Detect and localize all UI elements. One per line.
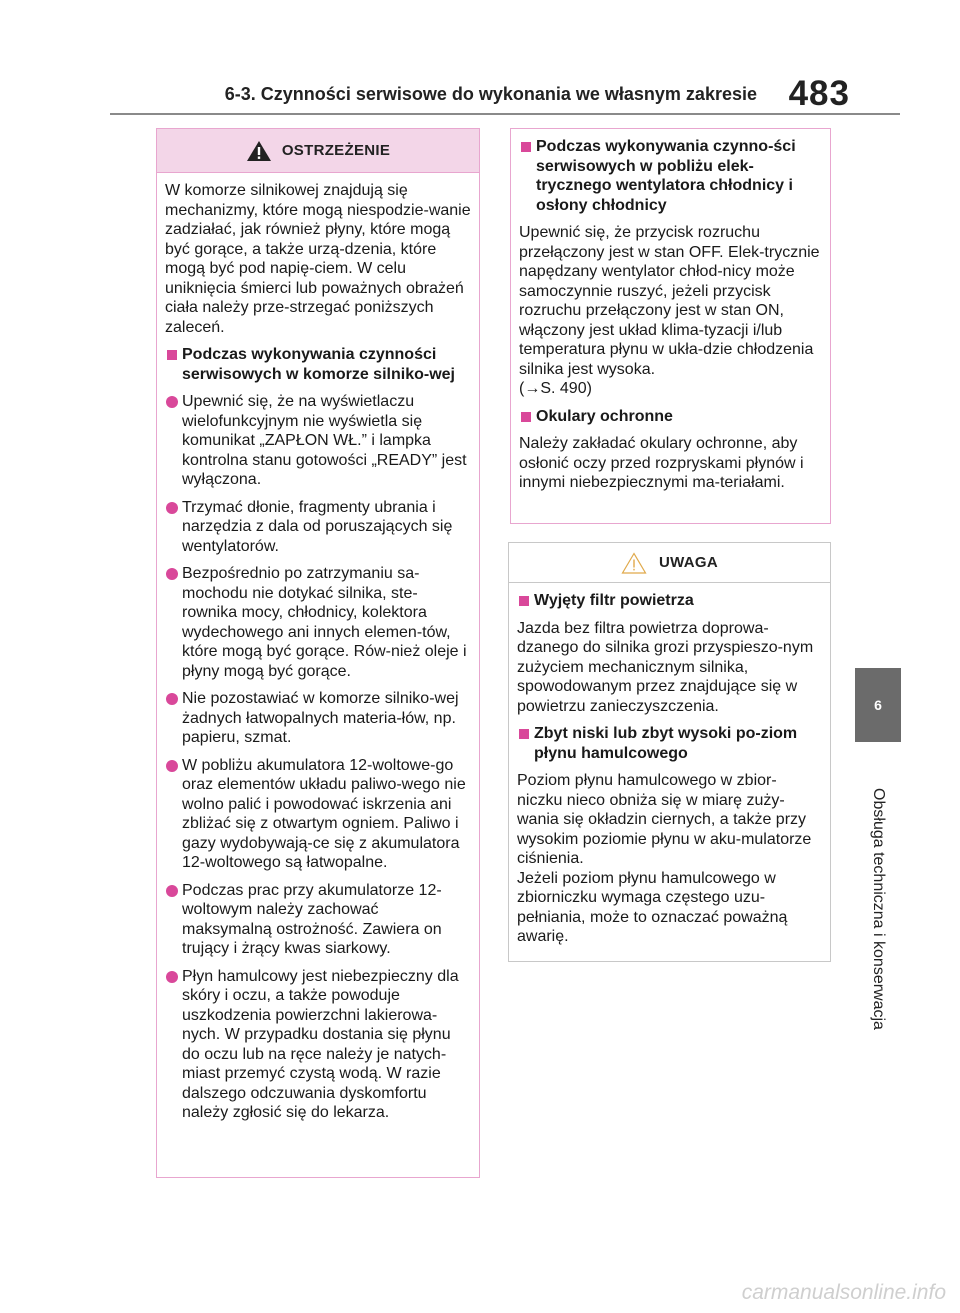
- goggles-section-text: Należy zakładać okulary ochronne, aby osłonić oczy przed rozpryskami płynów i innymi niebezpiecznymi ma-teriałami.: [519, 435, 804, 491]
- warning-box: [156, 128, 480, 1178]
- page-number: 483: [788, 74, 850, 113]
- list-item: Trzymać dłonie, fragmenty ubrania i narzędzia z dala od poruszających się wentylatorów.: [165, 498, 471, 557]
- brake-fluid-text: Poziom płynu hamulcowego w zbior-niczku nieco obniża się w miarę zuży-wania się okładzin ciernych, a także przy wysokim poziomie płynu w aku-mulatorze ciśnienia. Jeżeli poziom płynu hamulcowego w zbiorniczku wymaga częstego uzu-pełniania, może to oznaczać poważną awarię.: [517, 772, 812, 945]
- bullet-dot-icon: [166, 885, 178, 897]
- caution-header: [509, 543, 830, 583]
- warning-triangle-filled-icon: [246, 140, 272, 162]
- fan-section-heading: Podczas wykonywania czynno-ści serwisowych w pobliżu elek-trycznego wentylatora chłodnicy i osłony chłodnicy: [519, 137, 822, 215]
- bullet-dot-icon: [166, 396, 178, 408]
- caution-content: [509, 583, 830, 947]
- chapter-number: 6: [874, 697, 882, 713]
- list-item: Nie pozostawiać w komorze silniko-wej żadnych łatwopalnych materia-łów, np. papieru, szmat.: [165, 689, 471, 748]
- bullet-dot-icon: [166, 693, 178, 705]
- bullet-dot-icon: [166, 568, 178, 580]
- bullet-dot-icon: [166, 971, 178, 983]
- bullet-dot-icon: [166, 502, 178, 514]
- square-bullet-icon: [521, 142, 531, 152]
- list-item: Upewnić się, że na wyświetlaczu wielofunkcyjnym nie wyświetla się komunikat „ZAPŁON WŁ.” i lampka kontrolna stanu gotowości „READY” jest wyłączona.: [165, 392, 471, 490]
- list-item: Podczas prac przy akumulatorze 12-woltowym należy zachować maksymalną ostrożność. Zawiera on trujący i żrący kwas siarkowy.: [165, 881, 471, 959]
- chapter-title: Obsługa techniczna i konserwacja: [870, 788, 887, 1030]
- watermark: carmanualsonline.info: [741, 1281, 946, 1304]
- section-title: 6-3. Czynności serwisowe do wykonania we własnym zakresie: [224, 84, 757, 104]
- air-filter-text: Jazda bez filtra powietrza doprowa-dzanego do silnika grozi przyspieszo-nym zużyciem mechanicznym silnika, spowodowanym przez znajdujące się w powietrzu zanieczyszczenia.: [517, 619, 814, 715]
- list-item: Bezpośrednio po zatrzymaniu sa-mochodu nie dotykać silnika, ste-rownika mocy, chłodnicy, kolektora wydechowego ani innych elemen-tów, które mogą być gorące. Rów-nież oleje i płyny mogą być gorące.: [165, 564, 471, 681]
- header-divider: [110, 113, 900, 115]
- warning-intro: W komorze silnikowej znajdują się mechanizmy, które mogą niespodzie-wanie zadziałać, jak również płyny, które mogą być gorące, a także urzą-dzenia, które mogą być pod napię-ciem. W celu uniknięcia śmierci lub poważnych obrażeń ciała należy prze-strzegać poniższych zaleceń.: [165, 182, 471, 336]
- caution-title: UWAGA: [659, 554, 718, 571]
- warning-continuation-box: [510, 128, 831, 524]
- chapter-tab[interactable]: [855, 668, 901, 742]
- square-bullet-icon: [167, 350, 177, 360]
- warning-triangle-outline-icon: [621, 552, 647, 574]
- square-bullet-icon: [521, 412, 531, 422]
- brake-fluid-heading: Zbyt niski lub zbyt wysoki po-ziom płynu hamulcowego: [517, 724, 822, 763]
- warning-title: OSTRZEŻENIE: [281, 142, 391, 159]
- list-item: W pobliżu akumulatora 12-woltowe-go oraz elementów układu paliwo-wego nie wolno palić i powodować iskrzenia ani zbliżać się z otwartym ogniem. Paliwo i gazy wydobywają-ce się z akumulatora 12-woltowego są łatwopalne.: [165, 756, 471, 873]
- caution-box: [508, 542, 831, 962]
- warning-section-heading: Podczas wykonywania czynności serwisowych w komorze silniko-wej: [165, 345, 471, 384]
- list-item: Płyn hamulcowy jest niebezpieczny dla skóry i oczu, a także powoduje uszkodzenia powierzchni lakierowa-nych. W przypadku dostania się płynu do oczu lub na ręce należy je natych-miast przemyć czystą wodą. W razie dalszego odczuwania dyskomfortu należy zgłosić się do lekarza.: [165, 967, 471, 1123]
- fan-section-text: Upewnić się, że przycisk rozruchu przełączony jest w stan OFF. Elek-trycznie napędzany wentylator chłod-nicy może samoczynnie ruszyć, jeżeli przycisk rozruchu przełączony jest w stan ON, włączony jest układ klima-tyzacji i/lub temperatura płynu w ukła-dzie chłodzenia silnika jest wysoka. (→S. 490): [519, 224, 820, 397]
- square-bullet-icon: [519, 729, 529, 739]
- square-bullet-icon: [519, 596, 529, 606]
- warning-content: [157, 173, 479, 1123]
- page-reference-link[interactable]: (→S. 490): [519, 380, 592, 397]
- goggles-section-heading: Okulary ochronne: [519, 407, 822, 427]
- bullet-dot-icon: [166, 760, 178, 772]
- continuation-content: [511, 129, 830, 493]
- warning-header: [157, 129, 479, 173]
- page-header: [0, 0, 960, 120]
- air-filter-heading: Wyjęty filtr powietrza: [517, 591, 822, 611]
